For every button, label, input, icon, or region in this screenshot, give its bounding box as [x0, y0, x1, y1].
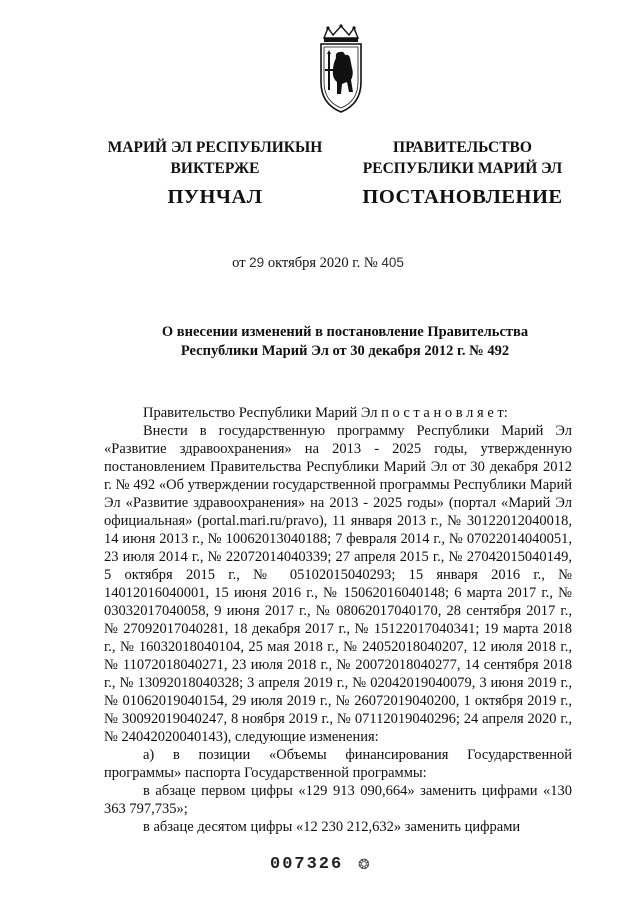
body-paragraph-2: а) в позиции «Объемы финансирования Государственной программы» паспорта Государственной программы: — [104, 747, 572, 781]
header-russian — [350, 137, 575, 208]
document-title — [120, 323, 570, 361]
document-date-line — [0, 255, 636, 272]
title-line1: О внесении изменений в постановление Правительства — [161, 324, 529, 340]
date-month-year: октября 2020 г. № — [267, 255, 378, 271]
document-number: 405 — [381, 255, 404, 270]
header-left-line1: МАРИЙ ЭЛ РЕСПУБЛИКЫН — [107, 139, 323, 156]
form-serial-number: 007326 — [270, 855, 344, 874]
header-mari — [95, 137, 335, 208]
body-paragraph-4: в абзаце десятом цифры «12 230 212,632» заменить цифрами — [143, 819, 521, 835]
body-intro: Правительство Республики Марий Эл п о с т а н о в л я е т: — [143, 405, 508, 421]
coat-of-arms-emblem — [316, 24, 366, 114]
header-right-line2: РЕСПУБЛИКИ МАРИЙ ЭЛ — [362, 160, 563, 177]
title-line2: Республики Марий Эл от 30 декабря 2012 г. № 492 — [180, 343, 510, 359]
body-paragraph-3: в абзаце первом цифры «129 913 090,664» заменить цифрами «130 363 797,735»; — [104, 783, 572, 817]
header-right-line1: ПРАВИТЕЛЬСТВО — [393, 139, 532, 156]
header-left-doc-type: ПУНЧАЛ — [167, 186, 263, 208]
header-right-doc-type: ПОСТАНОВЛЕНИЕ — [362, 186, 563, 208]
body-paragraph-1: Внести в государственную программу Республики Марий Эл «Развитие здравоохранения» на 2013 - 2025 годы, утвержденную постановлением Правительства Республики Марий Эл от 30 декабря 2012 г. № 492 «Об утверждении государственной программы Республики Марий Эл «Развитие здравоохранения» на 2013 - 2025 годы» (портал «Марий Эл официальная» (portal.mari.ru/pravo), 11 января 2013 г., № 30122012040018, 14 июня 2013 г., № 10062013040188; 7 февраля 2014 г., № 07022014040051, 23 июля 2014 г., № 22072014040339; 27 апреля 2015 г., № 27042015040149, 5 октября 2015 г., № 05102015040293; 15 января 2016 г., № 14012016040001, 15 июня 2016 г., № 15062016040148; 6 марта 2017 г., № 03032017040058, 9 июня 2017 г., № 08062017040170, 28 сентября 2017 г., № 27092017040281, 18 декабря 2017 г., № 15122017040341; 19 марта 2018 г., № 16032018040104, 25 мая 2018 г., № 24052018040207, 12 июля 2018 г., № 11072018040271, 23 июля 2018 г., № 20072018040277, 14 сентября 2018 г., № 13092018040328; 3 апреля 2019 г., № 02042019040079, 3 июня 2019 г., № 01062019040154, 29 июля 2019 г., № 26072019040200, 1 октября 2019 г., № 30092019040247, 8 ноября 2019 г., № 07112019040296; 24 апреля 2020 г., № 24042020040143), следующие изменения: — [104, 423, 572, 745]
date-prefix: от — [232, 255, 246, 271]
footer-rosette-icon: ❂ — [358, 858, 370, 873]
document-body — [104, 404, 572, 836]
date-day: 29 — [249, 255, 265, 270]
header-left-line2: ВИКТЕРЖЕ — [170, 160, 260, 177]
